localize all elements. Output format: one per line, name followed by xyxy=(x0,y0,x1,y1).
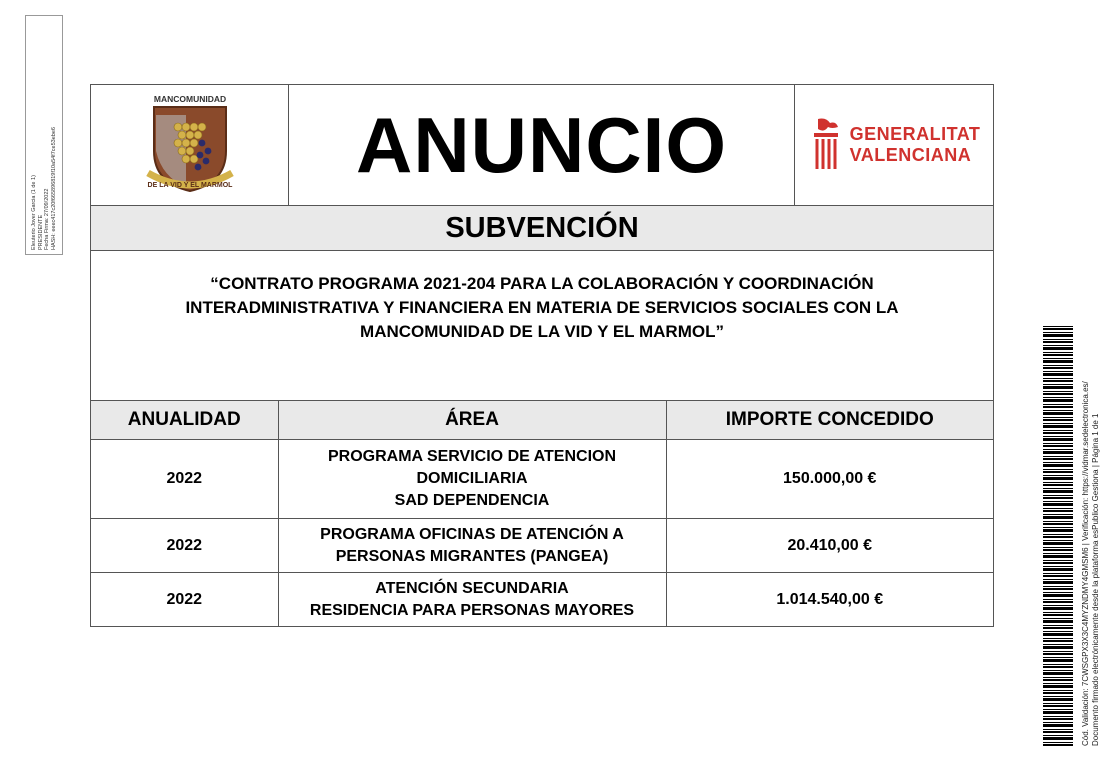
validation-text xyxy=(1081,326,1101,746)
area-line: PERSONAS MIGRANTES (PANGEA) xyxy=(335,547,609,565)
page-title: ANUNCIO xyxy=(356,100,727,189)
cell-amount: 1.014.540,00 € xyxy=(666,573,993,627)
table-row xyxy=(91,519,993,573)
logo-bottom-text: DE LA VID Y EL MARMOL xyxy=(147,182,232,189)
title-cell xyxy=(289,85,795,205)
signer-name: Eleuterio Jover Garcia (1 de 1) xyxy=(31,175,37,250)
header-area: ÁREA xyxy=(278,401,666,440)
validation-code-line: Cód. Validación: 7CWSGPX3X3C4MYZNDMY4GMSM6 | Verificación: https://vidmar.sedelectronica.es/ xyxy=(1081,381,1090,746)
header-anualidad: ANUALIDAD xyxy=(91,401,278,440)
header-importe: IMPORTE CONCEDIDO xyxy=(666,401,993,440)
description-cell xyxy=(91,251,993,401)
cell-year: 2022 xyxy=(91,440,278,519)
generalitat-line1: GENERALITAT xyxy=(849,124,981,144)
cell-amount: 20.410,00 € xyxy=(666,519,993,573)
cell-area xyxy=(278,519,666,573)
area-line: RESIDENCIA PARA PERSONAS MAYORES xyxy=(309,601,635,619)
signature-text xyxy=(31,20,57,250)
validation-platform-line: Documento firmado electrónicamente desde la plataforma esPublico Gestiona | Página 1 de 1 xyxy=(1091,413,1100,746)
logo-top-text: MANCOMUNIDAD xyxy=(153,94,226,104)
signer-role: PRESIDENTE xyxy=(37,214,44,250)
area-line: SAD DEPENDENCIA xyxy=(394,492,550,509)
validation-barcode xyxy=(1043,326,1073,746)
cell-amount: 150.000,00 € xyxy=(666,440,993,519)
generalitat-emblem-icon xyxy=(808,117,844,173)
announcement-frame xyxy=(90,84,994,627)
area-line: ATENCIÓN SECUNDARIA xyxy=(375,579,569,597)
table-row xyxy=(91,440,993,519)
description-text: “CONTRATO PROGRAMA 2021-204 PARA LA COLABORACIÓN Y COORDINACIÓN INTERADMINISTRATIVA Y FINANCIERA EN MATERIA DE SERVICIOS SOCIALES CON LA MANCOMUNIDAD DE LA VID Y EL MARMOL” xyxy=(185,273,899,341)
area-line: PROGRAMA OFICINAS DE ATENCIÓN A xyxy=(320,525,624,543)
area-line: PROGRAMA SERVICIO DE ATENCION xyxy=(327,448,617,465)
generalitat-line2: VALENCIANA xyxy=(849,145,972,165)
cell-area xyxy=(278,573,666,627)
signature-box xyxy=(25,15,63,255)
cell-year: 2022 xyxy=(91,519,278,573)
header-row xyxy=(91,85,993,206)
grants-table xyxy=(91,401,993,626)
table-row xyxy=(91,573,993,627)
signature-hash: HASH: eeec417c20f665896819f10a54f7ce53ebe6 xyxy=(50,127,57,250)
generalitat-logo-cell xyxy=(795,85,993,205)
cell-area xyxy=(278,440,666,519)
mancomunidad-logo xyxy=(142,93,238,197)
mancomunidad-logo-cell xyxy=(91,85,289,205)
cell-year: 2022 xyxy=(91,573,278,627)
generalitat-text xyxy=(850,124,981,166)
subtitle: SUBVENCIÓN xyxy=(91,206,993,251)
area-line: DOMICILIARIA xyxy=(416,470,528,487)
signature-date: Fecha Firma: 27/09/2022 xyxy=(44,188,50,250)
table-header-row xyxy=(91,401,993,440)
